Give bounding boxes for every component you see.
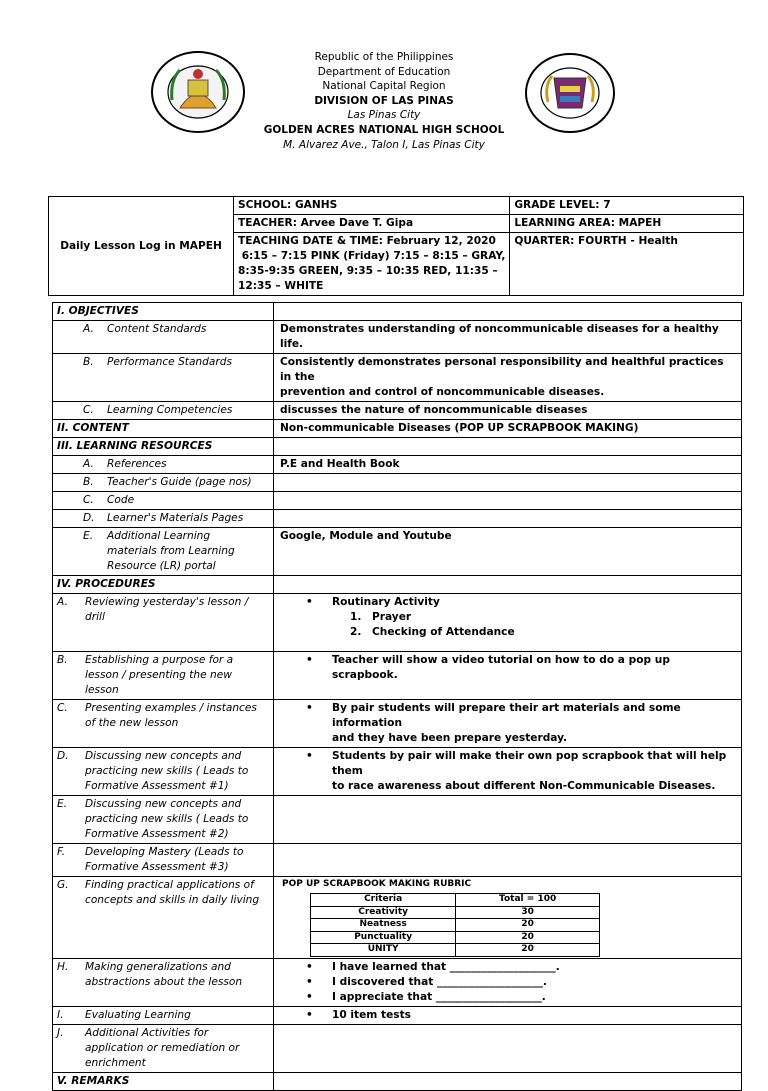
procedure-f-label — [53, 844, 274, 877]
table-row — [53, 877, 742, 959]
header-address: M. Alvarez Ave., Talon I, Las Pinas City — [283, 138, 485, 151]
header-city: Las Pinas City — [347, 109, 421, 122]
teaching-date: TEACHING DATE & TIME: February 12, 2020 — [238, 235, 496, 247]
table-row — [311, 931, 600, 944]
label-line: practicing new skills ( Leads to — [85, 813, 249, 825]
item-key: C. — [83, 494, 94, 506]
bullet-text: By pair students will prepare their art materials and some information — [332, 702, 681, 729]
content-value: Non-communicable Diseases (POP UP SCRAPBOOK MAKING) — [274, 420, 742, 438]
objectives-heading: I. OBJECTIVES — [53, 303, 274, 321]
item-label: Teacher's Guide (page nos) — [107, 476, 252, 488]
table-row — [311, 906, 600, 919]
rubric-title: POP UP SCRAPBOOK MAKING RUBRIC — [282, 879, 472, 889]
table-row — [53, 958, 742, 1006]
procedure-d-label — [53, 748, 274, 796]
label-line: application or remediation or — [85, 1041, 240, 1054]
label-line: abstractions about the lesson — [85, 975, 243, 988]
item-key: I. — [57, 1008, 64, 1021]
label-line: Establishing a purpose for a — [85, 654, 234, 666]
table-row — [53, 420, 742, 438]
table-row — [311, 944, 600, 957]
rubric-header: Criteria — [311, 894, 456, 907]
bullet-text: I appreciate that ____________________. — [332, 990, 546, 1003]
label-line: Formative Assessment #1) — [85, 780, 229, 792]
item-key: B. — [83, 356, 94, 368]
table-row — [53, 528, 742, 576]
resources-heading: III. LEARNING RESOURCES — [53, 438, 274, 456]
content-standards-label — [53, 321, 274, 354]
table-row — [53, 576, 742, 594]
procedure-c-value — [274, 700, 742, 748]
table-row — [311, 894, 600, 907]
bullet-icon: • — [306, 1008, 313, 1021]
references-label — [53, 456, 274, 474]
procedure-j-label — [53, 1024, 274, 1072]
table-row — [53, 1006, 742, 1024]
label-line: practicing new skills ( Leads to — [85, 765, 249, 777]
remarks-heading: V. REMARKS — [53, 1072, 274, 1090]
bullet-text: I discovered that ____________________. — [332, 975, 547, 988]
item-key: H. — [57, 960, 69, 973]
empty-cell — [274, 303, 742, 321]
label-line: Additional Learning — [107, 530, 211, 542]
label-line: Reviewing yesterday's lesson / — [85, 596, 249, 608]
bullet-text: I have learned that ____________________. — [332, 960, 560, 973]
label-line: Developing Mastery (Leads to — [85, 846, 244, 858]
header-republic: Republic of the Philippines — [314, 51, 454, 63]
teachers-guide-label — [53, 474, 274, 492]
table-row — [53, 1024, 742, 1072]
lesson-info-table — [48, 196, 744, 296]
procedure-d-value — [274, 748, 742, 796]
item-key: B. — [57, 654, 68, 666]
empty-cell — [274, 474, 742, 492]
table-row — [53, 456, 742, 474]
rubric-table — [310, 893, 600, 957]
procedure-c-label — [53, 700, 274, 748]
label-line: enrichment — [85, 1056, 146, 1069]
empty-cell — [274, 576, 742, 594]
procedure-a-value — [274, 594, 742, 652]
bullet-icon: • — [306, 596, 313, 608]
procedure-g-label — [53, 877, 274, 959]
table-row — [53, 492, 742, 510]
table-row — [53, 796, 742, 844]
empty-cell — [274, 1024, 742, 1072]
label-line: materials from Learning — [107, 545, 235, 557]
label-line: lesson / presenting the new — [85, 669, 232, 681]
item-key: E. — [83, 530, 94, 542]
grade-level-field: GRADE LEVEL: 7 — [510, 197, 744, 215]
bullet-icon: • — [306, 654, 313, 666]
rubric-cell: 20 — [456, 919, 600, 932]
header-school-name: GOLDEN ACRES NATIONAL HIGH SCHOOL — [263, 123, 505, 136]
additional-materials-label — [53, 528, 274, 576]
item-label: Learning Competencies — [107, 404, 233, 416]
table-row — [53, 748, 742, 796]
school-letterhead — [0, 50, 768, 152]
item-key: D. — [83, 512, 95, 524]
empty-cell — [274, 492, 742, 510]
log-title: Daily Lesson Log in MAPEH — [49, 197, 234, 296]
value-line: Consistently demonstrates personal responsibility and healthful practices in the — [280, 356, 724, 383]
learners-materials-label — [53, 510, 274, 528]
header-region: National Capital Region — [322, 80, 446, 93]
procedure-g-value — [274, 877, 742, 959]
label-line: lesson — [85, 684, 119, 696]
teacher-field: TEACHER: Arvee Dave T. Gipa — [234, 215, 510, 233]
additional-materials-value: Google, Module and Youtube — [274, 528, 742, 576]
table-row — [53, 303, 742, 321]
table-row — [53, 510, 742, 528]
item-label: References — [107, 458, 167, 470]
bullet-icon: • — [306, 990, 313, 1003]
bullet-text: Routinary Activity — [332, 596, 440, 608]
item-key: A. — [83, 323, 94, 335]
table-row — [53, 1072, 742, 1090]
procedure-e-label — [53, 796, 274, 844]
procedure-b-value — [274, 652, 742, 700]
label-line: of the new lesson — [85, 717, 179, 729]
label-line: Presenting examples / instances — [85, 702, 257, 714]
item-label: Performance Standards — [107, 356, 232, 368]
lesson-plan-table — [52, 302, 742, 1091]
learning-competencies-value: discusses the nature of noncommunicable diseases — [274, 402, 742, 420]
label-line: drill — [85, 611, 105, 623]
table-row — [53, 844, 742, 877]
table-row — [53, 652, 742, 700]
item-key: C. — [83, 404, 94, 416]
bullet-text: Teacher will show a video tutorial on how to do a pop up scrapbook. — [332, 654, 670, 681]
table-row — [53, 474, 742, 492]
empty-cell — [274, 438, 742, 456]
school-field: SCHOOL: GANHS — [234, 197, 510, 215]
label-line: Resource (LR) portal — [107, 560, 216, 572]
label-line: Additional Activities for — [85, 1026, 209, 1039]
rubric-cell: 20 — [456, 944, 600, 957]
code-label — [53, 492, 274, 510]
rubric-cell: UNITY — [311, 944, 456, 957]
empty-cell — [274, 1072, 742, 1090]
header-division: DIVISION OF LAS PINAS — [314, 94, 454, 107]
item-key: C. — [57, 702, 68, 714]
content-heading: II. CONTENT — [53, 420, 274, 438]
table-row — [53, 402, 742, 420]
time-line-2: 8:35-9:35 GREEN, 9:35 – 10:35 RED, 11:35 – — [238, 265, 498, 277]
bullet-icon: • — [306, 750, 313, 762]
quarter-field: QUARTER: FOURTH - Health — [510, 233, 744, 296]
content-standards-value: Demonstrates understanding of noncommunicable diseases for a healthy life. — [274, 321, 742, 354]
label-line: Formative Assessment #2) — [85, 828, 229, 840]
item-key: B. — [83, 476, 94, 488]
bullet-text: to race awareness about different Non-Communicable Diseases. — [332, 780, 716, 792]
rubric-header: Total = 100 — [456, 894, 600, 907]
bullet-text: Students by pair will make their own pop scrapbook that will help them — [332, 750, 727, 777]
numbered-item: Prayer — [372, 611, 412, 623]
item-key: G. — [57, 879, 69, 891]
rubric-cell: Punctuality — [311, 931, 456, 944]
procedure-h-value — [274, 958, 742, 1006]
label-line: Discussing new concepts and — [85, 798, 242, 810]
empty-cell — [274, 796, 742, 844]
item-key: A. — [57, 596, 68, 608]
numbered-item: Checking of Attendance — [372, 626, 515, 638]
header-deped: Department of Education — [317, 65, 451, 78]
bullet-text: 10 item tests — [332, 1008, 411, 1021]
value-line: prevention and control of noncommunicable diseases. — [280, 386, 605, 398]
time-line-1: 6:15 – 7:15 PINK (Friday) 7:15 – 8:15 – GRAY, — [238, 250, 506, 262]
performance-standards-value — [274, 354, 742, 402]
item-label: Learner's Materials Pages — [107, 512, 244, 524]
item-key: D. — [57, 750, 69, 762]
item-key: J. — [57, 1026, 64, 1039]
learning-competencies-label — [53, 402, 274, 420]
rubric-cell: Creativity — [311, 906, 456, 919]
procedure-b-label — [53, 652, 274, 700]
table-row — [311, 919, 600, 932]
rubric-cell: Neatness — [311, 919, 456, 932]
label-line: concepts and skills in daily living — [85, 894, 260, 906]
bullet-icon: • — [306, 702, 313, 714]
bullet-icon: • — [306, 960, 313, 973]
learning-area-field: LEARNING AREA: MAPEH — [510, 215, 744, 233]
procedure-i-value — [274, 1006, 742, 1024]
item-key: F. — [57, 846, 66, 858]
procedure-h-label — [53, 958, 274, 1006]
number-key: 2. — [350, 626, 362, 638]
item-label: Content Standards — [107, 323, 207, 335]
table-row — [53, 594, 742, 652]
label-line: Finding practical applications of — [85, 879, 254, 891]
performance-standards-label — [53, 354, 274, 402]
table-row — [53, 321, 742, 354]
teaching-date-field — [234, 233, 510, 296]
procedure-a-label — [53, 594, 274, 652]
table-row — [53, 700, 742, 748]
references-value: P.E and Health Book — [274, 456, 742, 474]
empty-cell — [274, 510, 742, 528]
rubric-cell: 20 — [456, 931, 600, 944]
label-line: Evaluating Learning — [85, 1008, 191, 1021]
table-row — [53, 438, 742, 456]
label-line: Formative Assessment #3) — [85, 861, 229, 873]
bullet-icon: • — [306, 975, 313, 988]
bullet-text: and they have been prepare yesterday. — [332, 732, 568, 744]
label-line: Discussing new concepts and — [85, 750, 242, 762]
procedures-heading: IV. PROCEDURES — [53, 576, 274, 594]
item-label: Code — [107, 494, 135, 506]
table-row — [53, 354, 742, 402]
empty-cell — [274, 844, 742, 877]
item-key: A. — [83, 458, 94, 470]
label-line: Making generalizations and — [85, 960, 231, 973]
item-key: E. — [57, 798, 68, 810]
rubric-cell: 30 — [456, 906, 600, 919]
number-key: 1. — [350, 611, 362, 623]
procedure-i-label — [53, 1006, 274, 1024]
time-line-3: 12:35 – WHITE — [238, 280, 324, 292]
